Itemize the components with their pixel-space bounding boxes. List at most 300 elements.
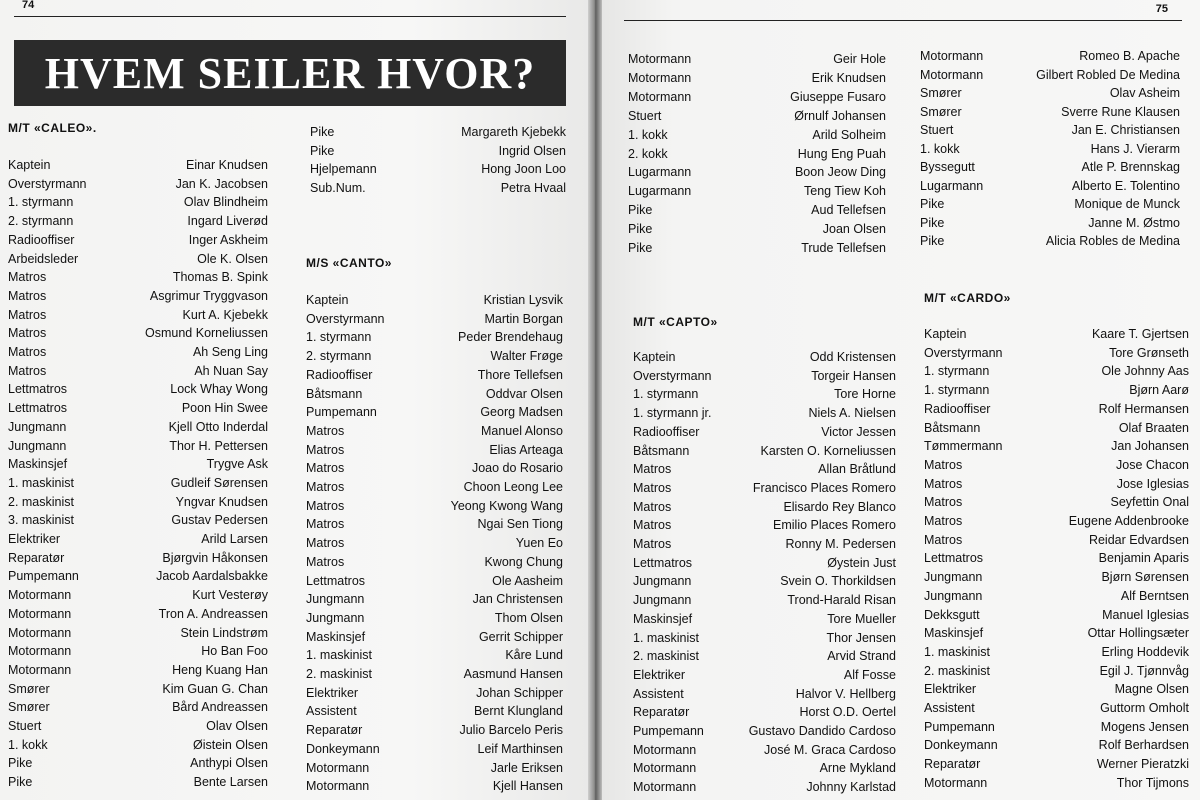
crew-name: Julio Barcelo Peris [459,723,563,738]
crew-row [633,685,896,704]
crew-role-motormann: Motormann [8,644,72,659]
crew-name: Francisco Places Romero [752,480,896,495]
crew-name: Stein Lindstrøm [180,625,268,640]
crew-name: Aasmund Hansen [463,667,563,681]
crew-role-byssegutt: Byssegutt [920,160,975,174]
crew-name: Ole Aasheim [492,573,563,588]
crew-role-1-styrmann-jr: 1. styrmann jr. [633,406,712,421]
crew-name: Elisardo Rey Blanco [783,499,896,514]
crew-role-2-maskinist: 2. maskinist [633,649,699,664]
crew-role-matros: Matros [306,480,345,494]
crew-name: Jan Johansen [1111,439,1189,454]
crew-name: Asgrimur Tryggvason [149,288,268,303]
crew-role-2-styrmann: 2. styrmann [306,349,372,364]
crew-role-1-maskinist: 1. maskinist [306,648,372,663]
crew-name: Joan Olsen [822,222,886,237]
crew-name: Lock Whay Wong [170,382,268,397]
crew-row [920,195,1180,214]
crew-row [633,703,896,722]
crew-row [310,179,566,198]
crew-row [8,362,268,381]
crew-row [306,628,563,647]
crew-row [306,646,563,665]
crew-row [8,736,268,755]
crew-role-kaptein: Kaptein [633,350,676,364]
crew-name: Alf Fosse [843,667,896,682]
crew-role-lettmatros: Lettmatros [8,401,68,416]
crew-name: Ottar Hollingsæter [1087,626,1189,641]
crew-row [310,160,566,179]
crew-name: Magne Olsen [1114,682,1189,697]
crew-row [628,182,886,201]
crew-row [628,201,886,220]
crew-row [628,145,886,164]
crew-role-motormann: Motormann [8,606,72,621]
book-spine [588,0,602,800]
crew-role-matros: Matros [306,461,345,476]
crew-role-2-maskinist: 2. maskinist [306,667,372,681]
crew-row [306,310,563,329]
crew-name: Einar Knudsen [185,158,268,172]
crew-role-jungmann: Jungmann [8,438,67,453]
crew-role-arbeidsleder: Arbeidsleder [8,251,79,266]
crew-role-motormann: Motormann [633,742,697,757]
crew-name: Ronny M. Pedersen [785,537,896,551]
crew-name: Kåre Lund [505,648,563,663]
crew-row [8,250,268,269]
crew-name: Johan Schipper [476,685,563,700]
crew-row [924,774,1189,793]
crew-name: Ingrid Olsen [498,143,566,158]
crew-name: Rolf Berhardsen [1098,738,1189,753]
crew-role-2-maskinist: 2. maskinist [924,663,990,678]
crew-role-elektriker: Elektriker [8,532,61,546]
crew-name: Petra Hvaal [500,180,566,195]
crew-role-motormann: Motormann [306,779,370,794]
crew-row [924,456,1189,475]
crew-role-sub-num: Sub.Num. [310,180,366,195]
crew-role-matros: Matros [306,517,345,532]
crew-row [306,702,563,721]
crew-name: Egil J. Tjønnvåg [1099,663,1189,678]
crew-row [924,325,1189,344]
crew-name: Walter Frøge [490,349,563,364]
crew-role-radiooffiser: Radiooffiser [306,367,373,382]
crew-row [924,531,1189,550]
crew-name: Kaare T. Gjertsen [1091,327,1189,341]
crew-name: Rolf Hermansen [1098,401,1189,416]
crew-row [924,381,1189,400]
crew-name: Manuel Iglesias [1102,607,1189,622]
crew-row [8,418,268,437]
crew-name: Sverre Rune Klausen [1061,104,1180,119]
crew-row [924,699,1189,718]
crew-row [924,736,1189,755]
crew-name: Victor Jessen [821,424,896,439]
crew-row [633,629,896,648]
crew-role-matros: Matros [924,495,963,510]
crew-row [8,605,268,624]
crew-role-matros: Matros [306,442,345,457]
crew-name: Kwong Chung [484,554,563,569]
crew-role-dekksgutt: Dekksgutt [924,607,980,622]
crew-row [633,516,896,535]
crew-role-radiooffiser: Radiooffiser [633,424,700,439]
crew-role-1-styrmann: 1. styrmann [924,364,990,379]
crew-row [306,572,563,591]
crew-row [924,624,1189,643]
crew-name: Benjamin Aparis [1098,551,1189,566]
crew-role-1-kokk: 1. kokk [920,141,960,156]
crew-row [924,344,1189,363]
crew-row [8,156,268,175]
crew-row [924,362,1189,381]
crew-name: Manuel Alonso [480,423,563,438]
crew-row [306,291,563,310]
crew-role-overstyrmann: Overstyrmann [924,345,1003,360]
crew-row [633,647,896,666]
crew-name: Thor H. Pettersen [169,438,268,453]
crew-name: Thore Tellefsen [477,367,563,382]
crew-name: Tron A. Andreassen [158,606,268,621]
crew-role-reparat-r: Reparatør [8,550,65,565]
crew-row [628,107,886,126]
crew-name: Arne Mykland [819,761,896,776]
crew-name: Seyfettin Onal [1110,495,1189,510]
crew-name: Georg Madsen [480,405,563,420]
crew-row [633,423,896,442]
crew-role-lettmatros: Lettmatros [924,551,984,566]
header-rule-right [624,20,1182,21]
crew-name: Niels A. Nielsen [808,406,896,421]
crew-name: Emilio Places Romero [773,518,896,533]
crew-row [924,493,1189,512]
crew-name: Thor Tijmons [1116,775,1189,790]
crew-role-2-maskinist: 2. maskinist [8,494,74,509]
crew-name: Erik Knudsen [811,70,886,85]
crew-role-pike: Pike [8,775,33,790]
crew-row [633,591,896,610]
crew-role-motormann: Motormann [306,760,370,775]
crew-name: Ho Ban Foo [201,644,268,659]
crew-role-motormann: Motormann [633,761,697,776]
crew-name: Olav Blindheim [183,195,268,210]
crew-row [8,624,268,643]
crew-row [633,759,896,778]
crew-name: Ngai Sen Tiong [477,517,563,532]
crew-name: Teng Tiew Koh [804,184,886,199]
crew-name: Anthypi Olsen [190,756,268,771]
crew-role-matros: Matros [633,537,672,551]
crew-role-lettmatros: Lettmatros [633,555,693,570]
crew-row [628,69,886,88]
crew-row [8,231,268,250]
crew-name: Inger Askheim [188,232,268,247]
crew-role-motormann: Motormann [924,775,988,790]
crew-row [306,553,563,572]
crew-name: Romeo B. Apache [1079,49,1180,63]
crew-role-matros: Matros [633,480,672,495]
crew-name: Martin Borgan [484,311,563,326]
crew-name: Olav Asheim [1109,86,1180,100]
crew-row [8,717,268,736]
crew-role-lugarmann: Lugarmann [920,178,984,193]
crew-role-matros: Matros [306,498,345,513]
crew-name: Osmund Korneliussen [145,326,268,341]
crew-name: Gustavo Dandido Cardoso [748,724,896,738]
crew-role-stuert: Stuert [8,719,42,733]
crew-name: Janne M. Østmo [1088,215,1180,230]
crew-row [310,142,566,161]
crew-row [8,380,268,399]
crew-name: Kurt Vesterøy [192,588,268,603]
crew-row [8,698,268,717]
crew-name: Jose Chacon [1116,457,1189,472]
crew-row [633,498,896,517]
crew-role-jungmann: Jungmann [633,574,692,589]
crew-row [8,567,268,586]
crew-row [8,324,268,343]
crew-role-donkeymann: Donkeymann [306,741,380,756]
crew-name: Gerrit Schipper [478,629,563,644]
crew-name: Horst O.D. Oertel [799,705,896,720]
crew-role-motormann: Motormann [8,588,72,603]
crew-row [306,347,563,366]
crew-role-hjelpemann: Hjelpemann [310,162,377,176]
crew-name: Heng Kuang Han [172,662,268,677]
crew-name: Ørnulf Johansen [794,108,886,123]
crew-name: Margareth Kjebekk [461,125,566,139]
crew-name: Alberto E. Tolentino [1071,178,1180,193]
crew-row [306,684,563,703]
crew-row [924,400,1189,419]
page-number-right: 75 [1155,3,1168,15]
crew-role-matros: Matros [924,476,963,491]
crew-row [920,214,1180,233]
header-rule-left [14,16,566,17]
crew-role-radiooffiser: Radiooffiser [924,401,991,416]
crew-role-jungmann: Jungmann [306,592,365,607]
crew-role-matros: Matros [8,326,47,341]
crew-name: Trygve Ask [206,457,268,472]
crew-role-3-maskinist: 3. maskinist [8,513,74,528]
crew-role-elektriker: Elektriker [924,682,977,697]
crew-name: Bjørn Aarø [1129,383,1189,398]
crew-role-1-maskinist: 1. maskinist [633,630,699,645]
crew-row [628,88,886,107]
crew-name: Arild Solheim [812,127,886,142]
crew-role-donkeymann: Donkeymann [924,738,998,753]
crew-name: Jan K. Jacobsen [175,176,268,191]
crew-role-elektriker: Elektriker [633,667,686,682]
crew-row [8,175,268,194]
page-title: HVEM SEILER HVOR? [44,48,536,98]
crew-role-1-maskinist: 1. maskinist [8,475,74,490]
crew-row [920,121,1180,140]
crew-name: Alf Berntsen [1120,588,1189,603]
crew-name: Johnny Karlstad [806,780,896,795]
right-page [602,0,1200,800]
crew-role-sm-rer: Smører [920,86,962,100]
crew-name: Geir Hole [833,52,886,66]
crew-row [306,665,563,684]
crew-row [8,549,268,568]
crew-role-matros: Matros [306,423,345,438]
crew-name: Thomas B. Spink [172,270,268,285]
crew-name: Halvor V. Hellberg [795,686,896,701]
crew-row [920,158,1180,177]
crew-name: Bernt Klungland [474,704,563,719]
crew-row [628,50,886,69]
crew-name: Allan Bråtlund [818,462,896,477]
crew-row [924,419,1189,438]
crew-role-1-styrmann: 1. styrmann [633,387,699,402]
crew-name: Olaf Braaten [1118,420,1189,435]
crew-name: Mogens Jensen [1100,719,1189,734]
crew-role-b-tsmann: Båtsmann [633,443,690,458]
crew-row [924,718,1189,737]
crew-name: Oddvar Olsen [485,386,563,401]
crew-name: Tore Horne [834,387,896,402]
crew-role-jungmann: Jungmann [633,593,692,608]
crew-role-matros: Matros [8,363,47,378]
crew-row [8,399,268,418]
crew-name: Gustav Pedersen [171,513,268,528]
title-banner [14,40,566,106]
crew-role-sm-rer: Smører [920,104,962,119]
crew-name: Joao do Rosario [471,461,563,476]
crew-row [633,385,896,404]
crew-name: Yngvar Knudsen [175,494,268,509]
crew-row [306,459,563,478]
crew-role-kaptein: Kaptein [924,327,967,341]
crew-row [920,84,1180,103]
crew-row [8,642,268,661]
crew-row [306,478,563,497]
crew-name: Jan Christensen [472,592,563,607]
crew-role-overstyrmann: Overstyrmann [306,311,385,326]
crew-name: Erling Hoddevik [1101,644,1189,659]
crew-name: Elias Arteaga [489,442,563,457]
crew-row [306,403,563,422]
crew-role-pike: Pike [920,234,945,248]
crew-name: Ole Johnny Aas [1101,364,1189,379]
crew-role-matros: Matros [8,288,47,303]
crew-role-1-styrmann: 1. styrmann [924,383,990,398]
crew-role-maskinsjef: Maskinsjef [306,629,366,644]
crew-row [628,126,886,145]
crew-role-t-mmermann: Tømmermann [924,439,1003,454]
crew-row [306,721,563,740]
crew-row [924,662,1189,681]
crew-role-b-tsmann: Båtsmann [306,386,363,401]
crew-name: Øystein Just [827,555,896,570]
crew-row [920,177,1180,196]
crew-row [924,437,1189,456]
crew-name: Yeong Kwong Wang [450,498,563,513]
ship-heading: M/T «CALEO». [8,121,97,135]
crew-role-matros: Matros [8,270,47,285]
crew-role-matros: Matros [8,307,47,322]
crew-row [920,140,1180,159]
crew-name: Thor Jensen [826,630,896,645]
crew-row [920,103,1180,122]
crew-name: Werner Pieratzki [1096,757,1189,772]
crew-name: Trude Tellefsen [801,241,886,255]
crew-name: Alicia Robles de Medina [1045,234,1180,248]
crew-role-pike: Pike [310,143,335,158]
crew-row [924,568,1189,587]
crew-row [8,437,268,456]
crew-role-1-maskinist: 1. maskinist [924,644,990,659]
crew-name: Jacob Aardalsbakke [156,569,268,584]
crew-name: Reidar Edvardsen [1088,532,1189,547]
crew-row [306,422,563,441]
crew-row [306,759,563,778]
crew-row [306,515,563,534]
crew-name: Poon Hin Swee [181,401,268,416]
crew-role-matros: Matros [306,536,345,551]
crew-row [924,606,1189,625]
ship-heading: M/S «CANTO» [306,256,392,270]
crew-row [8,754,268,773]
crew-row [633,554,896,573]
crew-row [8,343,268,362]
crew-row [8,493,268,512]
crew-row [924,587,1189,606]
crew-name: Kjell Otto Inderdal [168,419,268,434]
crew-name: Arild Larsen [201,532,268,546]
crew-row [8,586,268,605]
crew-row [924,680,1189,699]
crew-name: Gudleif Sørensen [170,475,268,490]
crew-row [8,680,268,699]
crew-role-pike: Pike [628,241,653,255]
crew-row [8,773,268,792]
crew-row [306,441,563,460]
crew-name: Hong Joon Loo [481,162,566,176]
crew-role-pumpemann: Pumpemann [633,724,704,738]
crew-role-b-tsmann: Båtsmann [924,420,981,435]
crew-row [8,511,268,530]
crew-name: Giuseppe Fusaro [790,89,886,104]
crew-name: Øistein Olsen [192,737,268,752]
crew-row [628,163,886,182]
crew-role-matros: Matros [8,345,47,359]
crew-row [8,268,268,287]
crew-role-motormann: Motormann [920,67,984,82]
crew-name: Boon Jeow Ding [794,165,886,180]
crew-row [8,661,268,680]
crew-name: Ah Nuan Say [194,363,268,378]
crew-role-kaptein: Kaptein [8,158,51,172]
crew-role-reparat-r: Reparatør [924,757,981,772]
ship-heading: M/T «CAPTO» [633,315,718,329]
crew-name: Tore Grønseth [1109,345,1189,360]
crew-role-pike: Pike [310,125,335,139]
crew-role-motormann: Motormann [628,52,692,66]
crew-row [8,193,268,212]
crew-name: Tore Mueller [827,611,896,626]
crew-name: Atle P. Brennskag [1081,160,1180,174]
crew-name: Karsten O. Korneliussen [760,443,896,458]
crew-row [8,306,268,325]
crew-row [633,535,896,554]
crew-role-2-kokk: 2. kokk [628,146,668,161]
crew-row [633,666,896,685]
crew-role-1-styrmann: 1. styrmann [8,195,74,210]
crew-row [633,572,896,591]
